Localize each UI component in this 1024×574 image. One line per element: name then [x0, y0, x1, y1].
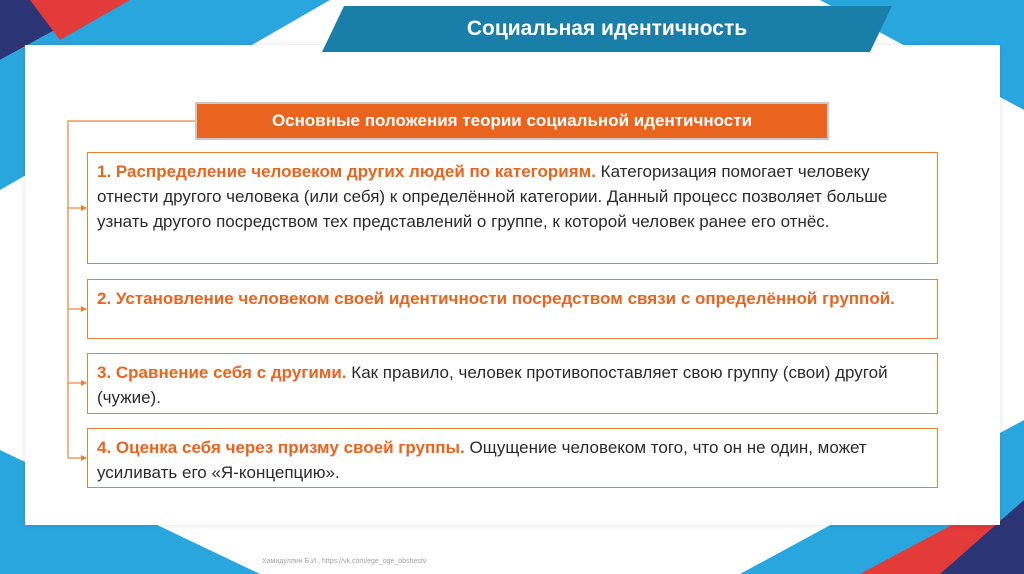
item-box-3 — [87, 353, 938, 414]
item-box-4 — [87, 428, 938, 488]
section-subtitle: Основные положения теории социальной идентичности — [195, 102, 829, 140]
item-text: Ощущение человеком того, что он не один, может усиливать его «Я-концепцию». — [97, 438, 867, 482]
item-heading: 3. Сравнение себя с другими. — [97, 363, 347, 382]
item-text: Как правило, человек противопоставляет свою группу (свои) другой (чужие). — [97, 363, 888, 407]
slide-title: Социальная идентичность — [466, 17, 748, 40]
item-heading: 2. Установление человеком своей идентичности посредством связи с определённой группой. — [97, 289, 895, 308]
item-text: Категоризация помогает человеку отнести другого человека (или себя) к определённой категории. Данный процесс позволяет больше узнать другого посредством тех представлений о группе, к которой человек ранее его отнёс. — [97, 162, 888, 231]
item-heading: 4. Оценка себя через призму своей группы. — [97, 438, 465, 457]
item-box-2 — [87, 279, 938, 339]
footer-credit: Хамидуллин Б.И., https://vk.com/ege_oge_obshestv — [262, 558, 427, 565]
item-box-1 — [87, 152, 938, 264]
item-heading: 1. Распределение человеком других людей по категориям. — [97, 162, 596, 181]
